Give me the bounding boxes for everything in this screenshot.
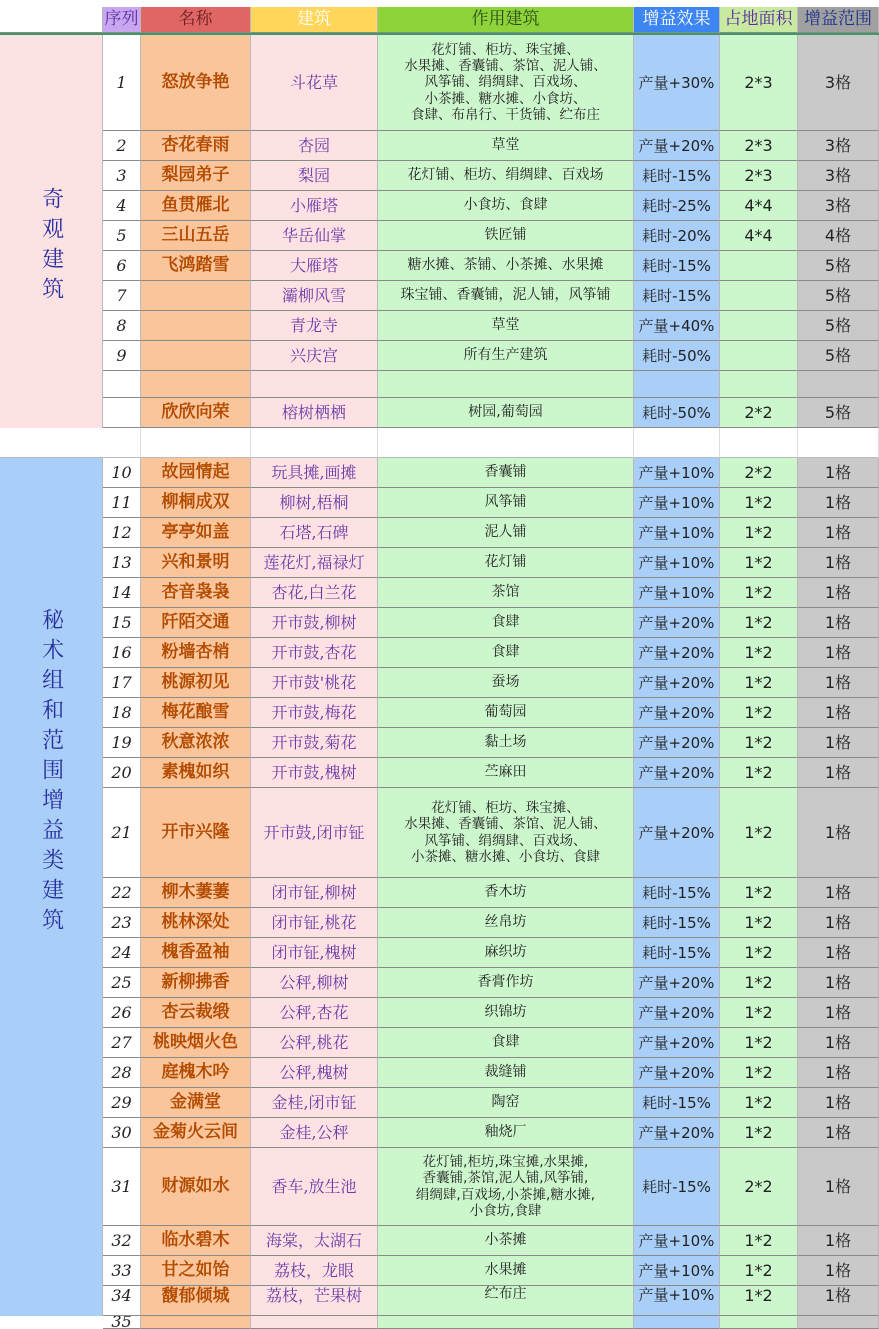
cell-target[interactable]: 香囊铺 [378, 458, 634, 488]
cell-effect[interactable]: 耗时-15% [634, 1088, 720, 1118]
cell-area[interactable]: 1*2 [720, 968, 798, 998]
cell-area[interactable]: 1*2 [720, 908, 798, 938]
cell-target[interactable]: 茶馆 [378, 578, 634, 608]
category-label: 秘术组和范围增益类建筑 [38, 608, 64, 938]
cell-building[interactable]: 莲花灯,福禄灯 [251, 548, 378, 578]
category-1[interactable] [0, 35, 103, 458]
cell-name[interactable]: 临水碧木 [141, 1226, 251, 1256]
cell-area[interactable]: 4*4 [720, 191, 798, 221]
cell-name[interactable] [141, 1316, 251, 1329]
gap-cell [720, 428, 798, 458]
cell-target[interactable]: 丝帛坊 [378, 908, 634, 938]
cell-target[interactable]: 裁缝铺 [378, 1058, 634, 1088]
cell-target[interactable]: 花灯铺,柜坊,珠宝摊,水果摊, 香囊铺,茶馆,泥人铺,风筝铺, 绢绸肆,百戏场,小茶摊,糖水摊, 小食坊,食肆 [378, 1148, 634, 1226]
cell-range[interactable]: 3格 [798, 191, 879, 221]
cell-seq[interactable]: 5 [103, 221, 141, 251]
cell-range[interactable]: 1格 [798, 1118, 879, 1148]
cell-seq[interactable]: 16 [103, 638, 141, 668]
cell-seq[interactable]: 33 [103, 1256, 141, 1286]
cell-seq[interactable]: 35 [103, 1316, 141, 1329]
cell-name[interactable]: 甘之如饴 [141, 1256, 251, 1286]
cell-target[interactable]: 花灯铺、柜坊、珠宝摊、 水果摊、香囊铺、茶馆、泥人铺、 风筝铺、绢绸肆、百戏场、 小茶摊、糖水摊、小食坊、 食肆、布帛行、干货铺、纻布庄 [378, 35, 634, 131]
cell-seq[interactable]: 12 [103, 518, 141, 548]
cell-building[interactable]: 开市鼓'桃花 [251, 668, 378, 698]
cell-target[interactable]: 葡萄园 [378, 698, 634, 728]
cell-seq[interactable] [103, 398, 141, 428]
cell-area[interactable]: 2*2 [720, 458, 798, 488]
cell-area[interactable]: 1*2 [720, 668, 798, 698]
cell-seq[interactable]: 32 [103, 1226, 141, 1256]
cell-seq[interactable]: 9 [103, 341, 141, 371]
cell-area[interactable]: 1*2 [720, 1118, 798, 1148]
cell-name[interactable]: 槐香盈袖 [141, 938, 251, 968]
cell-range[interactable] [798, 371, 879, 398]
cell-building[interactable]: 榕树栖栖 [251, 398, 378, 428]
cell-effect[interactable]: 产量+10% [634, 518, 720, 548]
cell-range[interactable]: 1格 [798, 728, 879, 758]
cell-effect[interactable]: 耗时-15% [634, 161, 720, 191]
cell-building[interactable]: 香车,放生池 [251, 1148, 378, 1226]
cell-effect[interactable]: 产量+20% [634, 758, 720, 788]
cell-area[interactable]: 1*2 [720, 638, 798, 668]
cell-building[interactable]: 金桂,闭市钲 [251, 1088, 378, 1118]
cell-target[interactable]: 釉烧厂 [378, 1118, 634, 1148]
cell-range[interactable]: 5格 [798, 311, 879, 341]
cell-name[interactable]: 财源如水 [141, 1148, 251, 1226]
cell-area[interactable] [720, 281, 798, 311]
cell-building[interactable]: 公秤,桃花 [251, 1028, 378, 1058]
cell-range[interactable]: 1格 [798, 1226, 879, 1256]
cell-area[interactable]: 1*2 [720, 878, 798, 908]
cell-building[interactable]: 开市鼓,杏花 [251, 638, 378, 668]
cell-building[interactable]: 灞柳风雪 [251, 281, 378, 311]
cell-target[interactable]: 树园,葡萄园 [378, 398, 634, 428]
cell-area[interactable]: 1*2 [720, 728, 798, 758]
cell-area[interactable]: 1*2 [720, 608, 798, 638]
cell-range[interactable]: 1格 [798, 1256, 879, 1286]
cell-target[interactable]: 花灯铺、柜坊、绢绸肆、百戏场 [378, 161, 634, 191]
cell-range[interactable]: 1格 [798, 608, 879, 638]
cell-target[interactable]: 食肆 [378, 1028, 634, 1058]
cell-effect[interactable]: 产量+20% [634, 608, 720, 638]
cell-target[interactable]: 苎麻田 [378, 758, 634, 788]
cell-name[interactable]: 素槐如织 [141, 758, 251, 788]
cell-seq[interactable]: 14 [103, 578, 141, 608]
cell-name[interactable]: 柳桐成双 [141, 488, 251, 518]
cell-name[interactable]: 桃映烟火色 [141, 1028, 251, 1058]
cell-building[interactable]: 闭市钲,槐树 [251, 938, 378, 968]
cell-area[interactable] [720, 371, 798, 398]
cell-area[interactable]: 2*3 [720, 35, 798, 131]
cell-seq[interactable]: 10 [103, 458, 141, 488]
cell-seq[interactable]: 4 [103, 191, 141, 221]
cell-seq[interactable]: 24 [103, 938, 141, 968]
cell-target[interactable]: 纻布庄 [378, 1286, 634, 1316]
header-area[interactable]: 占地面积 [720, 7, 798, 33]
cell-target[interactable]: 糖水摊、茶铺、小茶摊、水果摊 [378, 251, 634, 281]
gap-cell [141, 428, 251, 458]
cell-range[interactable]: 5格 [798, 251, 879, 281]
cell-area[interactable]: 1*2 [720, 1256, 798, 1286]
gap-cell [103, 428, 141, 458]
cell-name[interactable]: 飞鸿踏雪 [141, 251, 251, 281]
cell-effect[interactable]: 耗时-15% [634, 938, 720, 968]
cell-effect[interactable]: 产量+20% [634, 698, 720, 728]
cell-area[interactable]: 1*2 [720, 1058, 798, 1088]
gap-cell [378, 428, 634, 458]
cell-seq[interactable] [103, 371, 141, 398]
cell-range[interactable]: 5格 [798, 341, 879, 371]
cell-effect[interactable]: 耗时-15% [634, 878, 720, 908]
cell-seq[interactable]: 11 [103, 488, 141, 518]
cell-range[interactable]: 3格 [798, 35, 879, 131]
cell-area[interactable]: 1*2 [720, 938, 798, 968]
cell-building[interactable]: 开市鼓,柳树 [251, 608, 378, 638]
cell-area[interactable] [720, 311, 798, 341]
cell-building[interactable]: 公秤,柳树 [251, 968, 378, 998]
cell-area[interactable]: 1*2 [720, 698, 798, 728]
cell-building[interactable]: 石塔,石碑 [251, 518, 378, 548]
cell-seq[interactable]: 28 [103, 1058, 141, 1088]
cell-area[interactable] [720, 1316, 798, 1329]
cell-building[interactable]: 开市鼓,菊花 [251, 728, 378, 758]
cell-name[interactable]: 庭槐木吟 [141, 1058, 251, 1088]
cell-effect[interactable]: 产量+10% [634, 1256, 720, 1286]
cell-range[interactable]: 1格 [798, 548, 879, 578]
header-name[interactable]: 名称 [141, 7, 251, 33]
cell-area[interactable]: 1*2 [720, 1286, 798, 1316]
cell-range[interactable]: 5格 [798, 281, 879, 311]
header-seq[interactable]: 序列 [103, 7, 141, 33]
cell-range[interactable]: 3格 [798, 161, 879, 191]
cell-effect[interactable]: 产量+20% [634, 668, 720, 698]
cell-building[interactable]: 荔枝，龙眼 [251, 1256, 378, 1286]
cell-building[interactable]: 梨园 [251, 161, 378, 191]
cell-building[interactable] [251, 1316, 378, 1329]
category-2[interactable] [0, 458, 103, 1316]
cell-area[interactable]: 1*2 [720, 1088, 798, 1118]
cell-area[interactable]: 1*2 [720, 758, 798, 788]
header-target[interactable]: 作用建筑 [378, 7, 634, 33]
cell-name[interactable]: 阡陌交通 [141, 608, 251, 638]
cell-building[interactable]: 开市鼓,闭市钲 [251, 788, 378, 878]
cell-target[interactable]: 泥人铺 [378, 518, 634, 548]
cell-area[interactable]: 1*2 [720, 1226, 798, 1256]
cell-building[interactable]: 公秤,槐树 [251, 1058, 378, 1088]
cell-range[interactable]: 1格 [798, 1148, 879, 1226]
cell-target[interactable]: 珠宝铺、香囊铺，泥人铺，风筝铺 [378, 281, 634, 311]
cell-area[interactable]: 2*2 [720, 1148, 798, 1226]
cell-target[interactable]: 麻织坊 [378, 938, 634, 968]
cell-name[interactable] [141, 371, 251, 398]
cell-range[interactable]: 4格 [798, 221, 879, 251]
cell-area[interactable] [720, 251, 798, 281]
gap-cell [634, 428, 720, 458]
cell-range[interactable]: 1格 [798, 878, 879, 908]
cell-name[interactable]: 杏音袅袅 [141, 578, 251, 608]
cell-effect[interactable]: 产量+10% [634, 458, 720, 488]
cell-range[interactable]: 3格 [798, 131, 879, 161]
cell-seq[interactable]: 26 [103, 998, 141, 1028]
cell-seq[interactable]: 8 [103, 311, 141, 341]
cell-area[interactable]: 2*2 [720, 398, 798, 428]
cell-effect[interactable]: 产量+40% [634, 311, 720, 341]
cell-area[interactable]: 1*2 [720, 518, 798, 548]
cell-effect[interactable]: 产量+20% [634, 1058, 720, 1088]
cell-building[interactable]: 公秤,杏花 [251, 998, 378, 1028]
cell-building[interactable]: 开市鼓,槐树 [251, 758, 378, 788]
cell-effect[interactable]: 耗时-25% [634, 191, 720, 221]
cell-name[interactable]: 柳木萋萋 [141, 878, 251, 908]
header-corner [0, 7, 103, 33]
cell-effect[interactable]: 产量+20% [634, 998, 720, 1028]
cell-building[interactable]: 玩具摊,画摊 [251, 458, 378, 488]
cell-building[interactable]: 杏花,白兰花 [251, 578, 378, 608]
cell-effect[interactable]: 产量+20% [634, 1028, 720, 1058]
cell-area[interactable]: 1*2 [720, 998, 798, 1028]
cell-effect[interactable]: 产量+20% [634, 638, 720, 668]
cell-target[interactable]: 蚕场 [378, 668, 634, 698]
cell-seq[interactable]: 1 [103, 35, 141, 131]
cell-target[interactable]: 小茶摊 [378, 1226, 634, 1256]
cell-name[interactable]: 兴和景明 [141, 548, 251, 578]
cell-target[interactable]: 食肆 [378, 638, 634, 668]
cell-range[interactable]: 1格 [798, 998, 879, 1028]
cell-effect[interactable] [634, 371, 720, 398]
cell-effect[interactable]: 耗时-15% [634, 251, 720, 281]
cell-seq[interactable]: 21 [103, 788, 141, 878]
cell-building[interactable]: 荔枝，芒果树 [251, 1286, 378, 1316]
cell-building[interactable]: 小雁塔 [251, 191, 378, 221]
cell-target[interactable]: 食肆 [378, 608, 634, 638]
cell-name[interactable]: 怒放争艳 [141, 35, 251, 131]
cell-area[interactable]: 4*4 [720, 221, 798, 251]
cell-seq[interactable]: 18 [103, 698, 141, 728]
cell-seq[interactable]: 30 [103, 1118, 141, 1148]
cell-target[interactable]: 花灯铺 [378, 548, 634, 578]
cell-effect[interactable]: 产量+10% [634, 488, 720, 518]
cell-effect[interactable]: 耗时-20% [634, 221, 720, 251]
cell-building[interactable]: 金桂,公秤 [251, 1118, 378, 1148]
cell-target[interactable]: 花灯铺、柜坊、珠宝摊、 水果摊、香囊铺、茶馆、泥人铺、 风筝铺、绢绸肆、百戏场、 小茶摊、糖水摊、小食坊、食肆 [378, 788, 634, 878]
cell-building[interactable]: 斗花草 [251, 35, 378, 131]
cell-name[interactable]: 桃林深处 [141, 908, 251, 938]
cell-effect[interactable]: 耗时-15% [634, 1148, 720, 1226]
cell-effect[interactable]: 耗时-50% [634, 398, 720, 428]
cell-target[interactable]: 铁匠铺 [378, 221, 634, 251]
cell-range[interactable]: 1格 [798, 1088, 879, 1118]
cell-name[interactable]: 梨园弟子 [141, 161, 251, 191]
cell-seq[interactable]: 13 [103, 548, 141, 578]
cell-name[interactable]: 开市兴隆 [141, 788, 251, 878]
cell-effect[interactable]: 产量+20% [634, 968, 720, 998]
cell-building[interactable] [251, 371, 378, 398]
cell-building[interactable]: 闭市钲,柳树 [251, 878, 378, 908]
cell-range[interactable]: 1格 [798, 1286, 879, 1316]
cell-seq[interactable]: 19 [103, 728, 141, 758]
cell-effect[interactable]: 产量+10% [634, 548, 720, 578]
header-building[interactable]: 建筑 [251, 7, 378, 33]
cell-name[interactable]: 桃源初见 [141, 668, 251, 698]
cell-seq[interactable]: 20 [103, 758, 141, 788]
cell-building[interactable]: 大雁塔 [251, 251, 378, 281]
cell-name[interactable]: 亭亭如盖 [141, 518, 251, 548]
cell-range[interactable]: 1格 [798, 1058, 879, 1088]
cell-seq[interactable]: 15 [103, 608, 141, 638]
cell-name[interactable]: 新柳拂香 [141, 968, 251, 998]
cell-target[interactable]: 风筝铺 [378, 488, 634, 518]
cell-effect[interactable]: 产量+30% [634, 35, 720, 131]
cell-range[interactable]: 1格 [798, 668, 879, 698]
cell-building[interactable]: 青龙寺 [251, 311, 378, 341]
cell-building[interactable]: 华岳仙掌 [251, 221, 378, 251]
cell-area[interactable]: 1*2 [720, 788, 798, 878]
cell-name[interactable]: 故园情起 [141, 458, 251, 488]
cell-target[interactable]: 水果摊 [378, 1256, 634, 1286]
cell-name[interactable]: 鱼贯雁北 [141, 191, 251, 221]
cell-area[interactable] [720, 341, 798, 371]
cell-target[interactable]: 草堂 [378, 131, 634, 161]
cell-effect[interactable]: 耗时-15% [634, 281, 720, 311]
cell-range[interactable]: 1格 [798, 1028, 879, 1058]
cell-area[interactable]: 1*2 [720, 548, 798, 578]
header-effect[interactable]: 增益效果 [634, 7, 720, 33]
cell-seq[interactable]: 2 [103, 131, 141, 161]
cell-range[interactable]: 1格 [798, 488, 879, 518]
gap-cell [798, 428, 879, 458]
cell-building[interactable]: 兴庆宫 [251, 341, 378, 371]
cell-area[interactable]: 1*2 [720, 1028, 798, 1058]
cell-area[interactable]: 1*2 [720, 488, 798, 518]
cell-target[interactable] [378, 1316, 634, 1329]
cell-effect[interactable]: 产量+20% [634, 1118, 720, 1148]
cell-effect[interactable]: 产量+20% [634, 728, 720, 758]
category-label: 奇观建筑 [38, 186, 64, 307]
cell-range[interactable]: 1格 [798, 698, 879, 728]
cell-effect[interactable]: 耗时-50% [634, 341, 720, 371]
cell-seq[interactable]: 23 [103, 908, 141, 938]
cell-building[interactable]: 柳树,梧桐 [251, 488, 378, 518]
cell-range[interactable]: 1格 [798, 788, 879, 878]
cell-building[interactable]: 开市鼓,梅花 [251, 698, 378, 728]
cell-name[interactable]: 欣欣向荣 [141, 398, 251, 428]
cell-name[interactable]: 梅花酿雪 [141, 698, 251, 728]
cell-target[interactable]: 草堂 [378, 311, 634, 341]
cell-name[interactable]: 金满堂 [141, 1088, 251, 1118]
cell-target[interactable]: 香木坊 [378, 878, 634, 908]
cell-seq[interactable]: 22 [103, 878, 141, 908]
cell-effect[interactable]: 产量+20% [634, 131, 720, 161]
cell-effect[interactable]: 耗时-15% [634, 908, 720, 938]
cell-seq[interactable]: 25 [103, 968, 141, 998]
cell-effect[interactable]: 产量+20% [634, 788, 720, 878]
cell-range[interactable]: 1格 [798, 968, 879, 998]
cell-range[interactable]: 1格 [798, 938, 879, 968]
cell-target[interactable]: 织锦坊 [378, 998, 634, 1028]
cell-range[interactable]: 1格 [798, 578, 879, 608]
cell-seq[interactable]: 31 [103, 1148, 141, 1226]
cell-name[interactable] [141, 311, 251, 341]
cell-target[interactable]: 小食坊、食肆 [378, 191, 634, 221]
cell-target[interactable]: 黏土场 [378, 728, 634, 758]
cell-area[interactable]: 1*2 [720, 578, 798, 608]
cell-range[interactable]: 1格 [798, 758, 879, 788]
cell-range[interactable]: 1格 [798, 518, 879, 548]
cell-range[interactable]: 5格 [798, 398, 879, 428]
cell-seq[interactable]: 6 [103, 251, 141, 281]
cell-target[interactable]: 所有生产建筑 [378, 341, 634, 371]
cell-range[interactable]: 1格 [798, 908, 879, 938]
cell-target[interactable]: 陶窑 [378, 1088, 634, 1118]
cell-effect[interactable]: 产量+10% [634, 1286, 720, 1316]
cell-seq[interactable]: 7 [103, 281, 141, 311]
cell-name[interactable]: 三山五岳 [141, 221, 251, 251]
cell-seq[interactable]: 34 [103, 1286, 141, 1316]
cell-seq[interactable]: 29 [103, 1088, 141, 1118]
cell-target[interactable] [378, 371, 634, 398]
gap-cell [251, 428, 378, 458]
cell-building[interactable]: 杏园 [251, 131, 378, 161]
cell-building[interactable]: 海棠，太湖石 [251, 1226, 378, 1256]
cell-range[interactable] [798, 1316, 879, 1329]
cell-building[interactable]: 闭市钲,桃花 [251, 908, 378, 938]
cell-name[interactable] [141, 341, 251, 371]
cell-area[interactable]: 2*3 [720, 161, 798, 191]
cell-name[interactable]: 金菊火云间 [141, 1118, 251, 1148]
cell-range[interactable]: 1格 [798, 458, 879, 488]
cell-name[interactable]: 秋意浓浓 [141, 728, 251, 758]
cell-seq[interactable]: 17 [103, 668, 141, 698]
cell-area[interactable]: 2*3 [720, 131, 798, 161]
cell-name[interactable]: 粉墙杏梢 [141, 638, 251, 668]
cell-effect[interactable]: 产量+10% [634, 1226, 720, 1256]
cell-effect[interactable]: 产量+10% [634, 578, 720, 608]
cell-name[interactable] [141, 281, 251, 311]
cell-effect[interactable] [634, 1316, 720, 1329]
cell-name[interactable]: 杏花春雨 [141, 131, 251, 161]
cell-name[interactable]: 馥郁倾城 [141, 1286, 251, 1316]
cell-seq[interactable]: 27 [103, 1028, 141, 1058]
header-range[interactable]: 增益范围 [798, 7, 879, 33]
cell-name[interactable]: 杏云裁缎 [141, 998, 251, 1028]
cell-seq[interactable]: 3 [103, 161, 141, 191]
cell-target[interactable]: 香膏作坊 [378, 968, 634, 998]
cell-range[interactable]: 1格 [798, 638, 879, 668]
